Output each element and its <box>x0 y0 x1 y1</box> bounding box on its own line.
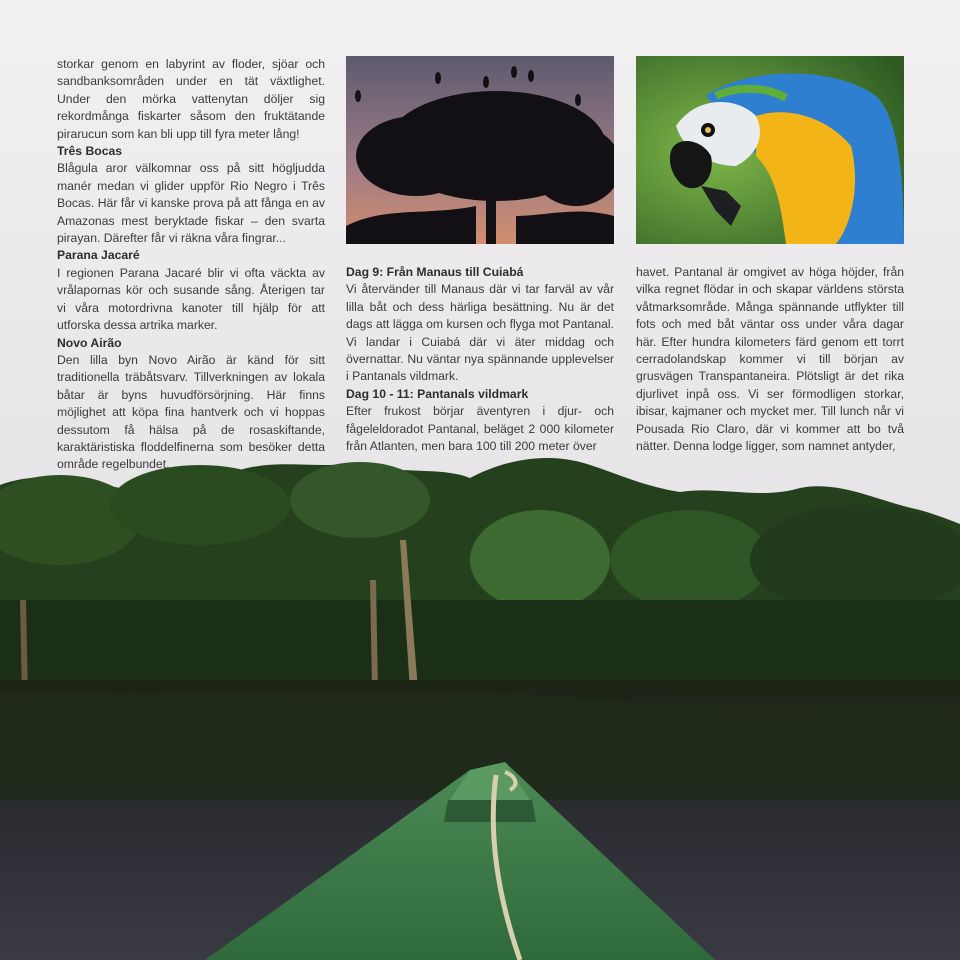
section-heading-tres-bocas: Três Bocas <box>57 144 123 159</box>
section-text-novo-airao: Den lilla byn Novo Airão är känd för sitt traditionella träbåtsvarv. Tillverkningen av lokala båtar är byns huvudförsörjning. Här finns möjlighet att köpa fina hantverk och vi hoppas dessutom få hälsa på de rosaskiftande, karaktäristiska floddelfinerna som besöker detta område regelbundet. <box>57 352 325 472</box>
section-heading-dag-10-11: Dag 10 - 11: Pantanals vildmark <box>346 386 529 401</box>
section-heading-novo-airao: Novo Airão <box>57 335 122 350</box>
text-column-1 <box>57 56 325 474</box>
macaw-photo <box>636 56 904 244</box>
storks-tree-photo <box>346 56 614 244</box>
section-heading-parana-jacare: Parana Jacaré <box>57 248 140 263</box>
section-text-dag-10-11: Efter frukost börjar äventyren i djur- och fågeleldoradot Pantanal, beläget 2 000 kilometer från Atlanten, men bara 100 till 200 meter över <box>346 404 614 454</box>
section-text-parana-jacare: I regionen Parana Jacaré blir vi ofta väckta av vrålapornas kör och susande sång. Återigen tar vi våra motordrivna kanoter till hjälp för att utforska dessa artrika marker. <box>57 265 325 333</box>
section-text-tres-bocas: Blågula aror välkomnar oss på sitt högljudda manér medan vi glider uppför Rio Negro i Três Bocas. Här får vi kanske prova på att fånga en av Amazonas mest beryktade fiskar – den svarta pirayan. Därefter får vi räkna våra fingrar... <box>57 161 325 246</box>
text-column-3 <box>636 264 904 455</box>
intro-paragraph: storkar genom en labyrint av floder, sjöar och sandbanksområden under en tät växtlighet. Under den mörka vattenytan döljer sig rekordmånga fiskarter såsom den fruktätande pirarucun som kan bli upp till fyra meter lång! <box>57 57 325 141</box>
section-heading-dag-9: Dag 9: Från Manaus till Cuiabá <box>346 265 524 279</box>
section-text-dag-9: Vi återvänder till Manaus där vi tar farväl av vår lilla båt och dess härliga besättning. Nu är det dags att lägga om kursen och flyga mot Pantanal. Vi landar i Cuiabá där vi äter middag och övernattar. Nu väntar nya spännande upplevelser i Pantanals vildmark. <box>346 282 614 384</box>
continued-paragraph: havet. Pantanal är omgivet av höga höjder, från vilka regnet flödar in och skapar världens största våtmarksområde. Många spännande utflykter till fots och med båt väntar oss under våra dagar här. Efter hundra kilometers färd genom ett torrt cerradolandskap kommer vi till början av grusvägen Transpantaneira. Plötsligt är det rika djurlivet inpå oss. Vi ser förmodligen storkar, ibisar, kajmaner och mycket mer. Till lunch når vi Pousada Rio Claro, där vi kommer att bo två nätter. Denna lodge ligger, som namnet antyder, <box>636 265 904 454</box>
text-column-2 <box>346 264 614 455</box>
